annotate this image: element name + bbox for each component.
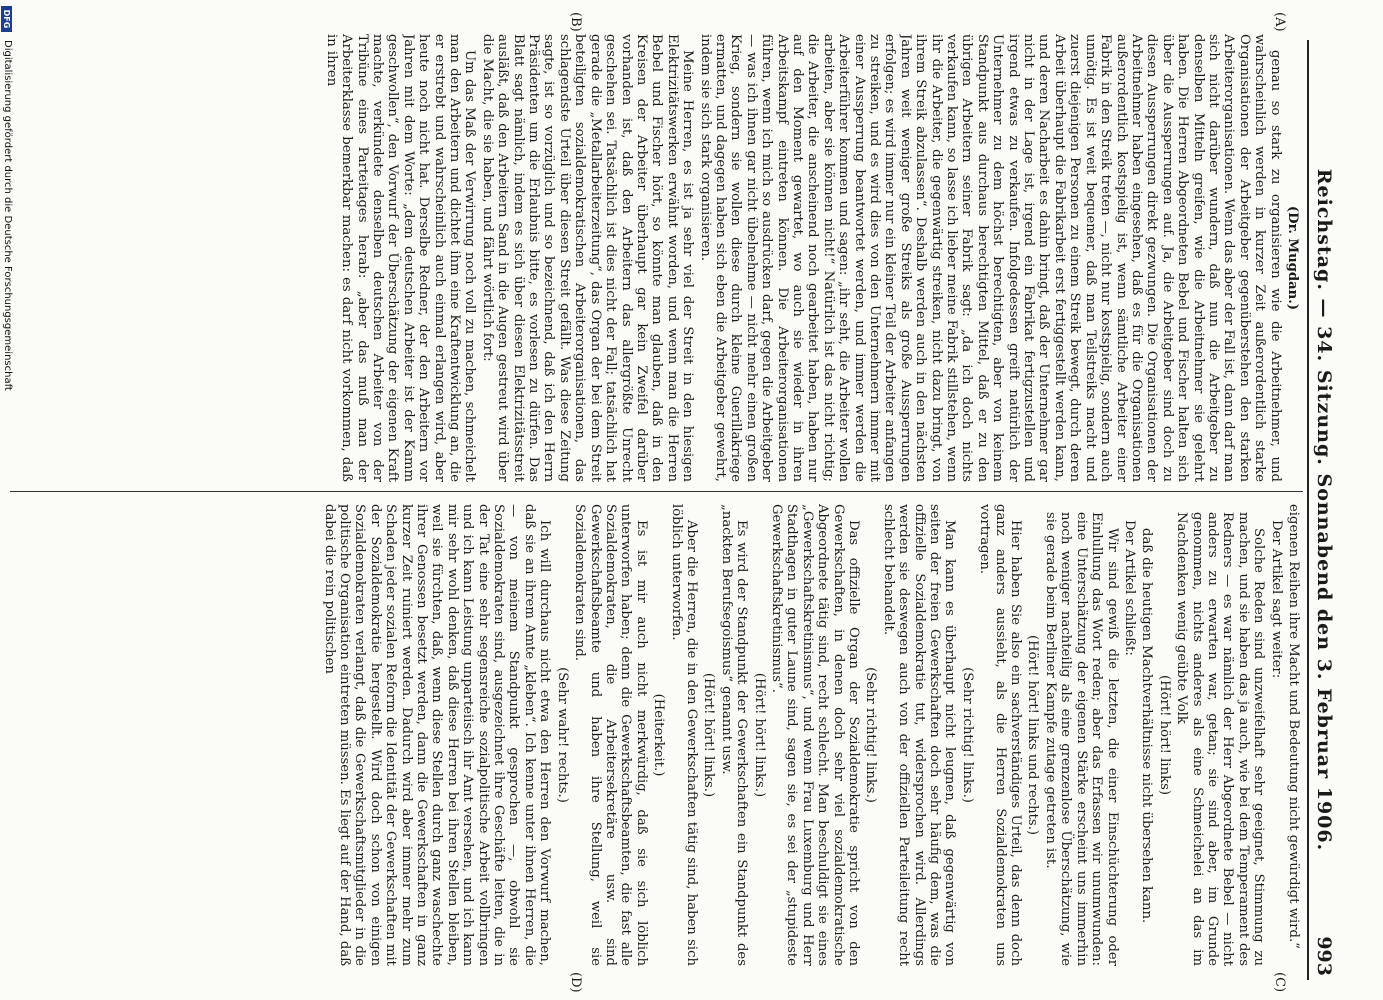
- body-paragraph: Der Artikel schließt:: [1121, 520, 1137, 656]
- interjection: (Hört! hört! links.): [701, 672, 717, 798]
- quoted-paragraph: Wir sind gewiß die letzten, die einer Einschüchterung oder Einlullung das Wort reden; aber das Erfassen wir unumwunden: eine Unterschätzung der eigenen Stärke erscheint uns immerhin noch weniger nachteilig als eine grenzenlose Überschätzung, wie sie gerade beim Berliner Kampfe zutage getreten ist.: [1042, 512, 1120, 966]
- page-header: [1307, 40, 1335, 980]
- body-paragraph: Das offizielle Organ der Sozialdemokratie spricht von den Gewerkschaften, in denen doch sehr viel sozialdemokratische Abgeordnete tätig sind, recht schlecht. Man beschuldigt sie eines „Gewerkschaftskretinismus“, und wenn Frau Luxemburg und Herr Stadthagen in guter Laune sind, sagen sie, es sei der „stupideste Gewerkschaftskretinismus“.: [769, 504, 862, 966]
- body-paragraph: Es wird der Standpunkt der Gewerkschaften ein Standpunkt des „nackten Berufsegoismus“ genannt usw.: [718, 504, 750, 966]
- margin-letter-d: (D): [568, 972, 583, 993]
- interjection: (Hört! hört! links): [1156, 674, 1172, 796]
- body-paragraph: eigenen Reihen ihre Macht und Bedeutung nicht gewürdigt wird.“: [1286, 504, 1301, 949]
- quoted-paragraph: Solche Reden sind unzweifelhaft sehr geeignet, Stimmung zu machen, und sie haben das ja auch, wie bei dem Temperament des Redners — es war nämlich der Herr Abgeordnete Bebel — nicht anders zu erwarten war, getan; sie sind aber, im Grunde genommen, nichts anderes als eine Schmeichelei an das im Nachdenken wenig geübte Volk: [1174, 512, 1267, 966]
- interjection: (Sehr richtig! links.): [863, 667, 879, 803]
- interjection: (Hört! hört! links und rechts.): [1025, 634, 1041, 836]
- interjection: (Heiterkeit.): [651, 693, 667, 777]
- running-title: Reichstag. — 34. Sitzung. Sonnabend den 3. Februar 1906.: [1313, 168, 1335, 852]
- margin-letter-c: (C): [1272, 972, 1287, 993]
- interjection: (Hört! hört! links.): [751, 672, 767, 798]
- margin-letter-b: (B): [568, 12, 583, 32]
- digitization-notice: Digitalisierung gefördert durch die Deutsche Forschungsgemeinschaft: [2, 40, 13, 391]
- body-paragraph: Der Artikel sagt weiter:: [1268, 520, 1284, 679]
- interjection: (Sehr wahr! rechts.): [554, 667, 570, 803]
- body-paragraph: Meine Herren, es ist ja sehr viel der Streit in den hiesigen Elektrizitätswerken erwähnt worden, und wenn man die Herren Bebel und Fischer hört, so könnte man glauben, daß in den Kreisen der Arbeiter überhaupt gar kein Zweifel darüber vorhanden ist, daß den Arbeitern das allergrößte Unrecht geschehen sei. Tatsächlich ist dies nicht der Fall; tatsächlich hat gerade die „Metallarbeiterzeitung“, das Organ der bei dem Streit beteiligten sozialdemokratischen Arbeiterorganisationen, das schlagendste Urteil über diesen Streit gefällt. Was diese Zeitung sagte, ist so vorzüglich und so bezeichnend, daß ich den Herrn Präsidenten um die Erlaubnis bitte, es vorlesen zu dürfen. Das Blatt sagt nämlich, indem es sich über diesen Elektrizitätsstreit ausläßt, daß den Arbeitern Sand in die Augen gestreut wird über die Macht, die sie haben, und fährt wörtlich fort:: [479, 34, 696, 482]
- right-column: [10, 504, 1301, 966]
- interjection: (Sehr richtig! links.): [959, 667, 975, 803]
- body-paragraph: Um das Maß der Verwirrung noch voll zu machen, schmeichelt man den Arbeitern und dichtet ihm eine Kraftentwicklung an, die er erstrebt und wahrscheinlich auch einmal erlangen wird, aber heute noch nicht hat. Derselbe Redner, der den Arbeitern vor Jahren mit dem Worte: „dem deutschen Arbeiter ist der Kamm geschwollen“, den Vorwurf der Überschätzung der eigenen Kraft machte, verkündete denselben deutschen Arbeiter von der Tribüne eines Parteitages herab: „aber das muß man der Arbeiterklasse bemerkbar machen: es darf nicht vorkommen, daß in ihren: [323, 34, 478, 482]
- body-paragraph: genau so stark zu organisieren wie die Arbeitnehmer, und wahrscheinlich werden in kurzer Zeit außerordentlich starke Organisationen der Arbeitgeber gegenüberstehen den starken Arbeiterorganisationen. Wenn das aber der Fall ist, dann darf man sich nicht darüber wundern, daß nun die Arbeitgeber zu denselben Mitteln greifen, wie die Arbeitnehmer sie gelehrt haben. Die Herren Abgeordneten Bebel und Fischer halten sich über die Aussperrungen auf. Ja, die Arbeitgeber sind doch zu diesen Aussperrungen direkt gezwungen. Die Organisationen der Arbeitnehmer haben eingesehen, daß es für die Organisationen außerordentlich kostspielig ist, wenn sämtliche Arbeiter einer Fabrik in den Streik treten —, nicht nur kostspielig, sondern auch unnötig. Es ist weit bequemer, daß man Teilstreiks macht und zuerst diejenigen Personen zu einem Streik bewegt, durch deren Arbeit überhaupt die Fabrikarbeit erst fertiggestellt werden kann, und deren Nacharbeit es dahin bringt, daß der Unternehmer gar nicht in der Lage ist, irgend ein Fabrikat fertigzustellen und irgend etwas zu verkaufen. Infolgedessen greift natürlich der Unternehmer zu dem höchst berechtigten, aber von keinem Standpunkt aus durchaus berechtigten Mittel, daß er zu den übrigen Arbeitern seiner Fabrik sagt: „da ich doch nichts verkaufen kann, so lasse ich lieber meine Fabrik stillstehen, wenn ihr die Arbeiter, die gegenwärtig streiken, nicht dazu bringt, von ihrem Streik abzulassen“. Deshalb werden auch in den nächsten Jahren weit weniger große Streiks als große Aussperrungen erfolgen; es wird immer nur ein kleiner Teil der Arbeiter anfangen zu streiken, und es wird dies von den Unternehmern immer mit einer Aussperrung beantwortet werden, und immer werden die Arbeiterführer kommen und sagen: „ihr seht, die Arbeiter wollen arbeiten, aber sie können nicht!“ Natürlich ist das nicht richtig; die Arbeiter, die anscheinend noch gearbeitet haben, haben nur auf den Moment gewartet, wo auch sie wieder in ihren Arbeitskampf eintreten können. Die Arbeiterorganisationen führen, wenn ich mich so ausdrücken darf, gegen die Arbeitgeber — was ich ihnen gar nicht übelnehme — nicht mehr einen großen Krieg, sondern sie wollen diese durch kleine Guerillakriege ermatten, und dagegen haben sich eben die Arbeitgeber gewehrt, indem sie sich stark organisieren.: [697, 34, 1283, 482]
- margin-letter-a: (A): [1272, 12, 1287, 32]
- quoted-paragraph: daß die heutigen Machtverhältnisse nicht übersehen kann.: [1139, 528, 1155, 924]
- column-divider: [10, 491, 1303, 492]
- page-number: 993: [1313, 936, 1335, 976]
- body-paragraph: Man kann es überhaupt nicht leugnen, daß gegenwärtig von seiten der freien Gewerkschaften doch sehr häufig dem, was die offizielle Sozialdemokratie tut, widersprochen wird. Allerdings werden sie deswegen auch von der offiziellen Parteileitung recht schlecht behandelt.: [880, 504, 958, 966]
- body-paragraph: Aber die Herren, die in den Gewerkschaften tätig sind, haben sich löblich unterworfen.: [668, 504, 699, 966]
- footer: [0, 0, 14, 1000]
- dfg-logo: DFG: [1, 6, 12, 32]
- speaker-label: (Dr. Mugdan.): [1285, 205, 1300, 311]
- body-paragraph: Es ist mir auch nicht merkwürdig, daß sie sich löblich unterworfen haben; denn die Gewerkschaftsbeamten, die fast alle Sozialdemokraten, die Arbeitersekretäre usw. sind Gewerkschaftsbeamte und haben ihre Stellung, weil sie Sozialdemokraten sind.: [572, 504, 649, 966]
- body-paragraph: Ich will durchaus nicht etwa den Herren den Vorwurf machen, daß sie an ihrem Amte „kleben“. Ich kenne unter ihnen Herren, die — von meinem Standpunkt gesprochen —, obwohl sie Sozialdemokraten sind, ausgezeichnet ihre Geschäfte leiten, die in der Tat eine sehr segensreiche sozialpolitische Arbeit vollbringen und ich kann Leistung unparteiisch ihr Amt versehen, und ich kann mir sehr wohl denken, daß diese Herren bei ihren Stellen bleiben, weil sie fürchten, daß, wenn diese Stellen durch ganz waschechte ihrer Genossen besetzt werden, dann die Gewerkschaften in ganz kurzer Zeit ruiniert werden. Dadurch wird aber immer mehr zum Schaden jeder sozialen Reform die Identität der Gewerkschaften mit der Sozialdemokratie hergestellt. Wird doch schon von einigen Sozialdemokraten verlangt, daß die Gewerkschaftsmitglieder in die politische Organisation eintreten müssen. Es liegt auf der Hand, daß dabei die rein politischen: [321, 504, 553, 966]
- left-column: [10, 34, 1301, 482]
- body-paragraph: Hier haben Sie also ein sachverständiges Urteil, das denn doch ganz anders aussieht, als die Herren Sozialdemokraten uns vortragen.: [977, 504, 1024, 966]
